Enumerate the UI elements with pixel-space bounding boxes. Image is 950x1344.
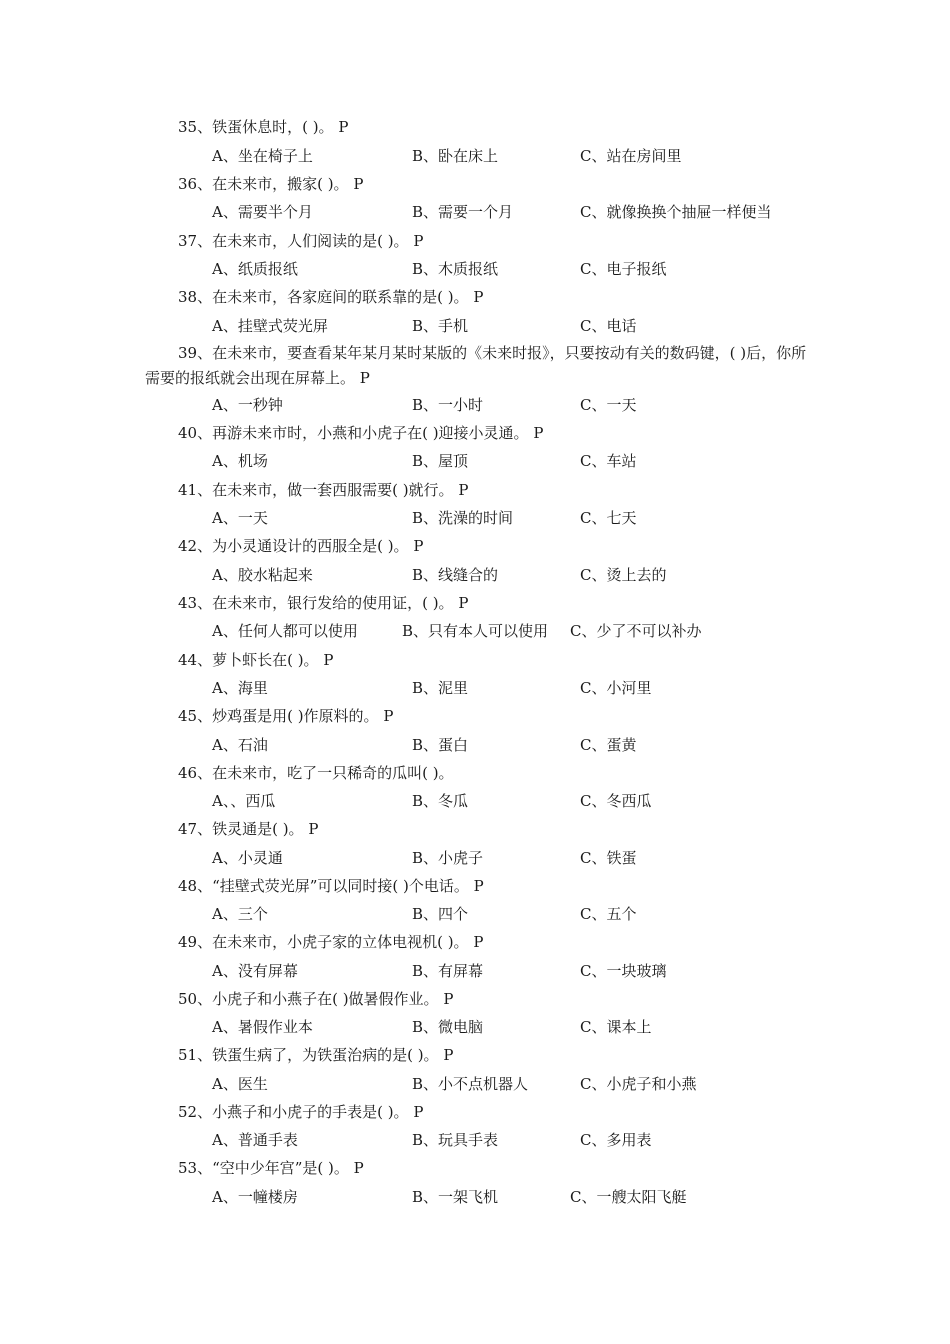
option-46-b: B、冬瓜 (412, 792, 469, 810)
option-36-b: B、需要一个月 (412, 203, 514, 221)
option-44-c: C、小河里 (580, 679, 652, 697)
option-38-b: B、手机 (412, 317, 469, 335)
option-40-c: C、车站 (580, 452, 637, 470)
option-39-b: B、一小时 (412, 396, 484, 414)
option-49-b: B、有屏幕 (412, 962, 484, 980)
question-47: 47、铁灵通是( )。 P (178, 820, 319, 838)
option-42-b: B、线缝合的 (412, 566, 499, 584)
option-35-a: A、坐在椅子上 (212, 147, 313, 165)
option-42-c: C、烫上去的 (580, 566, 667, 584)
question-41: 41、在未来市，做一套西服需要( )就行。 P (178, 481, 469, 499)
question-46: 46、在未来市，吃了一只稀奇的瓜叫( )。 (178, 764, 454, 782)
option-52-b: B、玩具手表 (412, 1131, 499, 1149)
option-52-a: A、普通手表 (212, 1131, 298, 1149)
question-42: 42、为小灵通设计的西服全是( )。 P (178, 537, 424, 555)
question-38: 38、在未来市，各家庭间的联系靠的是( )。 P (178, 288, 484, 306)
option-41-a: A、一天 (212, 509, 268, 527)
option-41-b: B、洗澡的时间 (412, 509, 514, 527)
option-43-b: B、只有本人可以使用 (402, 622, 549, 640)
question-51: 51、铁蛋生病了，为铁蛋治病的是( )。 P (178, 1046, 454, 1064)
option-37-c: C、电子报纸 (580, 260, 667, 278)
option-49-c: C、一块玻璃 (580, 962, 667, 980)
question-39: 39、在未来市，要查看某年某月某时某版的《未来时报》，只要按动有关的数码键，( )后，你所需要的报纸就会出现在屏幕上。 P (145, 344, 807, 387)
question-43: 43、在未来市，银行发给的使用证，( )。 P (178, 594, 469, 612)
option-37-a: A、纸质报纸 (212, 260, 298, 278)
option-48-a: A、三个 (212, 905, 268, 923)
option-52-c: C、多用表 (580, 1131, 652, 1149)
option-41-c: C、七天 (580, 509, 637, 527)
option-38-c: C、电话 (580, 317, 637, 335)
option-38-a: A、挂壁式荧光屏 (212, 317, 328, 335)
option-46-c: C、冬西瓜 (580, 792, 652, 810)
option-51-b: B、小不点机器人 (412, 1075, 529, 1093)
option-43-c: C、少了不可以补办 (570, 622, 702, 640)
option-35-b: B、卧在床上 (412, 147, 499, 165)
question-44: 44、萝卜虾长在( )。 P (178, 651, 334, 669)
question-45: 45、炒鸡蛋是用( )作原料的。 P (178, 707, 394, 725)
option-51-a: A、医生 (212, 1075, 268, 1093)
option-35-c: C、站在房间里 (580, 147, 682, 165)
option-40-a: A、机场 (212, 452, 268, 470)
option-43-a: A、任何人都可以使用 (212, 622, 358, 640)
option-47-a: A、小灵通 (212, 849, 283, 867)
option-40-b: B、屋顶 (412, 452, 469, 470)
question-50: 50、小虎子和小燕子在( )做暑假作业。 P (178, 990, 454, 1008)
option-50-b: B、微电脑 (412, 1018, 484, 1036)
option-47-c: C、铁蛋 (580, 849, 637, 867)
option-46-a: A、、西瓜 (212, 792, 276, 810)
question-40: 40、再游未来市时，小燕和小虎子在( )迎接小灵通。 P (178, 424, 544, 442)
question-37: 37、在未来市，人们阅读的是( )。 P (178, 232, 424, 250)
option-53-c: C、一艘太阳飞艇 (570, 1188, 687, 1206)
option-37-b: B、木质报纸 (412, 260, 499, 278)
option-50-a: A、暑假作业本 (212, 1018, 313, 1036)
option-51-c: C、小虎子和小燕 (580, 1075, 697, 1093)
option-44-b: B、泥里 (412, 679, 469, 697)
option-53-a: A、一幢楼房 (212, 1188, 298, 1206)
question-48: 48、“挂壁式荧光屏”可以同时接( )个电话。 P (178, 877, 484, 895)
option-44-a: A、海里 (212, 679, 268, 697)
option-47-b: B、小虎子 (412, 849, 484, 867)
question-52: 52、小燕子和小虎子的手表是( )。 P (178, 1103, 424, 1121)
question-49: 49、在未来市，小虎子家的立体电视机( )。 P (178, 933, 484, 951)
option-48-b: B、四个 (412, 905, 469, 923)
question-53: 53、“空中少年宫”是( )。 P (178, 1159, 364, 1177)
option-49-a: A、没有屏幕 (212, 962, 298, 980)
option-42-a: A、胶水粘起来 (212, 566, 313, 584)
option-48-c: C、五个 (580, 905, 637, 923)
option-39-a: A、一秒钟 (212, 396, 283, 414)
option-50-c: C、课本上 (580, 1018, 652, 1036)
option-39-c: C、一天 (580, 396, 637, 414)
option-53-b: B、一架飞机 (412, 1188, 499, 1206)
question-35: 35、铁蛋休息时，( )。 P (178, 118, 349, 136)
option-36-a: A、需要半个月 (212, 203, 313, 221)
question-36: 36、在未来市，搬家( )。 P (178, 175, 364, 193)
option-45-c: C、蛋黄 (580, 736, 637, 754)
option-36-c: C、就像换换个抽屉一样便当 (580, 203, 772, 221)
option-45-b: B、蛋白 (412, 736, 469, 754)
option-45-a: A、石油 (212, 736, 268, 754)
